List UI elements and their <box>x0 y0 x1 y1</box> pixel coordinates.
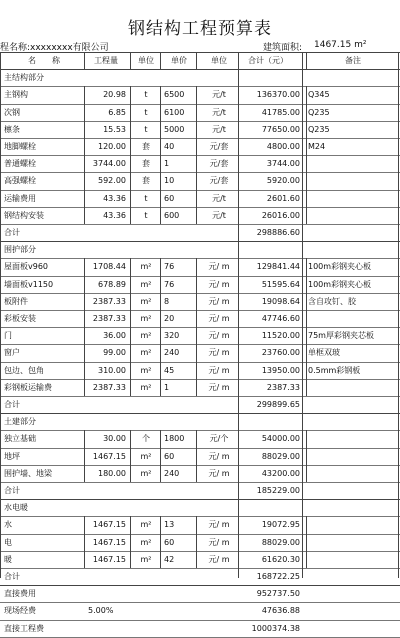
item-name: 窗户 <box>4 348 20 358</box>
column-header: 单位 <box>138 56 154 65</box>
column-header: 备注 <box>345 56 361 65</box>
item-price: 10 <box>164 176 175 186</box>
column-divider <box>196 52 197 69</box>
section-title: 围护部分 <box>4 245 36 255</box>
column-divider <box>306 86 307 224</box>
item-quantity: 180.00 <box>98 468 126 478</box>
item-price: 60 <box>164 451 175 461</box>
item-quantity: 99.00 <box>103 348 126 358</box>
row-divider <box>0 362 400 363</box>
item-quantity: 15.53 <box>103 124 126 134</box>
item-unit: m² <box>140 279 152 289</box>
item-total: 2387.33 <box>266 382 300 392</box>
item-name: 独立基础 <box>4 434 36 444</box>
item-quantity: 310.00 <box>98 365 126 375</box>
row-divider <box>0 104 400 105</box>
item-remark: 75m厚彩钢夹芯板 <box>308 331 374 341</box>
subtotal-value: 299899.65 <box>256 400 300 409</box>
summary-value: 47636.88 <box>261 606 300 616</box>
item-remark: 100m彩钢夹心板 <box>308 262 372 272</box>
item-price-unit: 元/ m <box>208 331 230 341</box>
header-top-border <box>0 52 400 53</box>
item-remark: 含自攻钉、胶 <box>308 296 356 306</box>
row-divider <box>0 310 400 311</box>
item-name: 门 <box>4 331 12 341</box>
item-remark: Q235 <box>308 124 330 134</box>
column-divider <box>130 516 131 568</box>
item-unit: 套 <box>142 176 150 186</box>
item-total: 43200.00 <box>261 468 300 478</box>
item-price: 1 <box>164 382 170 392</box>
item-unit: m² <box>140 331 152 341</box>
item-price: 6500 <box>164 90 185 100</box>
row-divider <box>0 602 400 603</box>
item-total: 77650.00 <box>261 124 300 134</box>
column-divider <box>84 430 85 482</box>
item-quantity: 43.36 <box>103 210 126 220</box>
item-price: 240 <box>164 348 180 358</box>
item-total: 5920.00 <box>266 176 300 186</box>
item-unit: 套 <box>142 142 150 151</box>
item-price: 8 <box>164 296 170 306</box>
column-header: 名 称 <box>28 56 60 65</box>
item-quantity: 1708.44 <box>92 262 126 272</box>
column-divider <box>306 516 307 568</box>
row-divider <box>0 516 400 517</box>
item-price-unit: 元/ m <box>208 382 230 392</box>
item-name: 暖 <box>4 554 12 564</box>
item-price-unit: 元/ m <box>208 348 230 358</box>
item-name: 围护墙、地梁 <box>4 468 52 478</box>
item-price-unit: 元/ m <box>208 279 230 289</box>
item-price: 1800 <box>164 434 185 444</box>
project-name: 程名称:xxxxxxxx有限公司 <box>0 43 109 53</box>
column-header: 合计（元） <box>248 56 288 65</box>
column-divider <box>306 258 307 396</box>
column-divider <box>130 52 131 69</box>
summary-label: 直接费用 <box>4 589 36 599</box>
item-unit: m² <box>140 314 152 323</box>
item-total: 11520.00 <box>261 331 300 341</box>
summary-label: 现场经费 <box>4 606 36 616</box>
item-remark: Q345 <box>308 90 330 100</box>
item-quantity: 30.00 <box>103 434 126 444</box>
item-unit: m² <box>140 365 152 375</box>
item-name: 水 <box>4 520 12 530</box>
item-total: 2601.60 <box>266 193 300 203</box>
item-remark: 0.5mm彩钢板 <box>308 365 361 375</box>
row-divider <box>0 379 400 380</box>
subtotal-value: 185229.00 <box>256 486 300 495</box>
item-unit: t <box>144 124 148 134</box>
item-total: 129841.44 <box>256 262 300 272</box>
item-quantity: 1467.15 <box>92 451 126 461</box>
row-divider <box>0 155 400 156</box>
item-price: 13 <box>164 520 175 530</box>
item-quantity: 120.00 <box>98 142 126 151</box>
item-total: 47746.60 <box>261 314 300 323</box>
item-price: 76 <box>164 262 175 272</box>
item-unit: m² <box>140 348 152 358</box>
subtotal-label: 合计 <box>4 228 20 237</box>
item-quantity: 6.85 <box>108 107 126 117</box>
item-price: 600 <box>164 210 180 220</box>
column-divider <box>84 52 85 69</box>
subtotal-label: 合计 <box>4 400 20 409</box>
total-column-divider <box>302 52 303 578</box>
column-divider <box>196 516 197 568</box>
subtotal-label: 合计 <box>4 486 20 495</box>
item-name: 地坪 <box>4 451 20 461</box>
item-quantity: 20.98 <box>103 90 126 100</box>
item-price: 6100 <box>164 107 185 117</box>
item-unit: 个 <box>142 434 150 444</box>
item-price: 42 <box>164 554 175 564</box>
item-unit: m² <box>140 537 152 547</box>
item-price-unit: 元/ m <box>208 314 230 323</box>
column-divider <box>306 52 307 69</box>
item-price-unit: 元/t <box>212 193 226 203</box>
row-divider <box>0 534 400 535</box>
row-divider <box>0 344 400 345</box>
item-total: 88029.00 <box>261 537 300 547</box>
item-quantity: 2387.33 <box>92 382 126 392</box>
section-title: 主结构部分 <box>4 73 44 83</box>
item-total: 19098.64 <box>261 296 300 306</box>
item-quantity: 3744.00 <box>92 159 126 169</box>
item-price: 1 <box>164 159 170 169</box>
row-divider <box>0 121 400 122</box>
item-price: 60 <box>164 537 175 547</box>
section-divider <box>0 241 400 242</box>
item-price-unit: 元/个 <box>209 434 229 444</box>
row-divider <box>0 551 400 552</box>
item-total: 3744.00 <box>266 159 300 169</box>
item-quantity: 2387.33 <box>92 296 126 306</box>
column-divider <box>84 516 85 568</box>
item-price-unit: 元/ m <box>208 468 230 478</box>
item-unit: t <box>144 210 148 220</box>
item-name: 墙面板v1150 <box>4 279 54 289</box>
item-name: 高强螺栓 <box>4 176 36 186</box>
item-name: 彩板安装 <box>4 314 36 323</box>
item-unit: m² <box>140 520 152 530</box>
item-unit: t <box>144 107 148 117</box>
subtotal-label: 合计 <box>4 572 20 581</box>
row-divider <box>0 448 400 449</box>
item-name: 彩钢板运输费 <box>4 382 52 392</box>
item-total: 51595.64 <box>261 279 300 289</box>
item-total: 23760.00 <box>261 348 300 358</box>
item-name: 钢结构安装 <box>4 210 44 220</box>
item-quantity: 1467.15 <box>92 554 126 564</box>
item-price-unit: 元/t <box>212 124 226 134</box>
row-divider <box>0 620 400 621</box>
column-divider <box>160 52 161 69</box>
column-divider <box>306 430 307 482</box>
row-divider <box>0 172 400 173</box>
header-bottom-border <box>0 69 400 70</box>
item-price-unit: 元/ m <box>208 520 230 530</box>
item-price-unit: 元/t <box>212 210 226 220</box>
column-divider <box>84 258 85 396</box>
item-price: 45 <box>164 365 175 375</box>
item-total: 136370.00 <box>256 90 300 100</box>
item-remark: 单框双玻 <box>308 348 340 358</box>
row-divider <box>0 465 400 466</box>
item-price-unit: 元/ m <box>208 554 230 564</box>
section-title: 水电暖 <box>4 503 28 513</box>
item-unit: 套 <box>142 159 150 169</box>
row-divider <box>0 86 400 87</box>
item-total: 19072.95 <box>261 520 300 530</box>
item-price-unit: 元/ m <box>208 451 230 461</box>
column-header: 单位 <box>211 56 227 65</box>
item-unit: m² <box>140 296 152 306</box>
item-price-unit: 元/ m <box>208 262 230 272</box>
summary-rate: 5.00% <box>88 606 114 616</box>
row-divider <box>0 258 400 259</box>
column-divider <box>84 86 85 224</box>
item-remark: M24 <box>308 142 326 151</box>
item-name: 运输费用 <box>4 193 36 203</box>
item-total: 88029.00 <box>261 451 300 461</box>
item-price-unit: 元/套 <box>209 176 229 186</box>
column-divider <box>160 86 161 224</box>
sheet-title: 钢结构工程预算表 <box>128 19 272 39</box>
item-name: 普通螺栓 <box>4 159 36 169</box>
item-total: 26016.00 <box>261 210 300 220</box>
summary-label: 直接工程费 <box>4 623 44 633</box>
column-divider <box>130 86 131 224</box>
section-title: 土建部分 <box>4 417 36 427</box>
right-border <box>398 52 399 578</box>
item-price: 20 <box>164 314 175 323</box>
item-price-unit: 元/套 <box>209 142 229 151</box>
item-name: 电 <box>4 537 12 547</box>
item-unit: m² <box>140 468 152 478</box>
row-divider <box>0 276 400 277</box>
row-divider <box>0 327 400 328</box>
summary-value: 1000374.38 <box>251 623 300 633</box>
column-divider <box>130 258 131 396</box>
row-divider <box>0 224 400 225</box>
item-price-unit: 元/t <box>212 90 226 100</box>
subtotal-value: 168722.25 <box>256 572 300 581</box>
item-price-unit: 元/t <box>212 107 226 117</box>
item-price: 40 <box>164 142 175 151</box>
total-column-divider <box>238 52 239 578</box>
item-price: 5000 <box>164 124 185 134</box>
item-name: 屋面板v960 <box>4 262 49 272</box>
column-header: 工程量 <box>94 56 118 65</box>
item-unit: t <box>144 90 148 100</box>
row-divider <box>0 482 400 483</box>
item-unit: t <box>144 193 148 203</box>
item-name: 主钢构 <box>4 90 28 100</box>
item-total: 41785.00 <box>261 107 300 117</box>
row-divider <box>0 207 400 208</box>
row-divider <box>0 293 400 294</box>
item-price: 76 <box>164 279 175 289</box>
column-divider <box>160 258 161 396</box>
item-quantity: 1467.15 <box>92 520 126 530</box>
area-value: 1467.15 m² <box>314 40 367 50</box>
section-divider <box>0 413 400 414</box>
item-price: 60 <box>164 193 175 203</box>
column-divider <box>160 430 161 482</box>
item-price-unit: 元/ m <box>208 537 230 547</box>
row-divider <box>0 396 400 397</box>
subtotal-value: 298886.60 <box>256 228 300 237</box>
left-border <box>0 52 1 578</box>
row-divider <box>0 190 400 191</box>
column-divider <box>196 258 197 396</box>
item-quantity: 43.36 <box>103 193 126 203</box>
item-name: 次钢 <box>4 107 20 117</box>
item-total: 61620.30 <box>261 554 300 564</box>
item-unit: m² <box>140 451 152 461</box>
summary-value: 952737.50 <box>256 589 300 599</box>
item-unit: m² <box>140 262 152 272</box>
item-price-unit: 元/套 <box>209 159 229 169</box>
item-quantity: 592.00 <box>98 176 126 186</box>
item-remark: Q235 <box>308 107 330 117</box>
item-name: 檩条 <box>4 124 20 134</box>
section-divider <box>0 585 400 586</box>
column-divider <box>196 86 197 224</box>
column-header: 单价 <box>171 56 187 65</box>
row-divider <box>0 138 400 139</box>
section-divider <box>0 499 400 500</box>
item-price: 320 <box>164 331 180 341</box>
item-quantity: 1467.15 <box>92 537 126 547</box>
item-total: 54000.00 <box>261 434 300 444</box>
item-name: 地脚螺栓 <box>4 142 36 151</box>
area-label: 建筑面积: <box>263 43 303 53</box>
item-price-unit: 元/ m <box>208 296 230 306</box>
column-divider <box>130 430 131 482</box>
item-price: 240 <box>164 468 180 478</box>
item-name: 板附件 <box>4 296 28 306</box>
item-quantity: 36.00 <box>103 331 126 341</box>
item-remark: 100m彩钢夹心板 <box>308 279 372 289</box>
item-quantity: 2387.33 <box>92 314 126 323</box>
column-divider <box>160 516 161 568</box>
item-unit: m² <box>140 382 152 392</box>
row-divider <box>0 568 400 569</box>
item-total: 4800.00 <box>266 142 300 151</box>
item-quantity: 678.89 <box>98 279 126 289</box>
item-name: 包边、包角 <box>4 365 44 375</box>
item-total: 13950.00 <box>261 365 300 375</box>
item-unit: m² <box>140 554 152 564</box>
item-price-unit: 元/ m <box>208 365 230 375</box>
row-divider <box>0 430 400 431</box>
column-divider <box>196 430 197 482</box>
